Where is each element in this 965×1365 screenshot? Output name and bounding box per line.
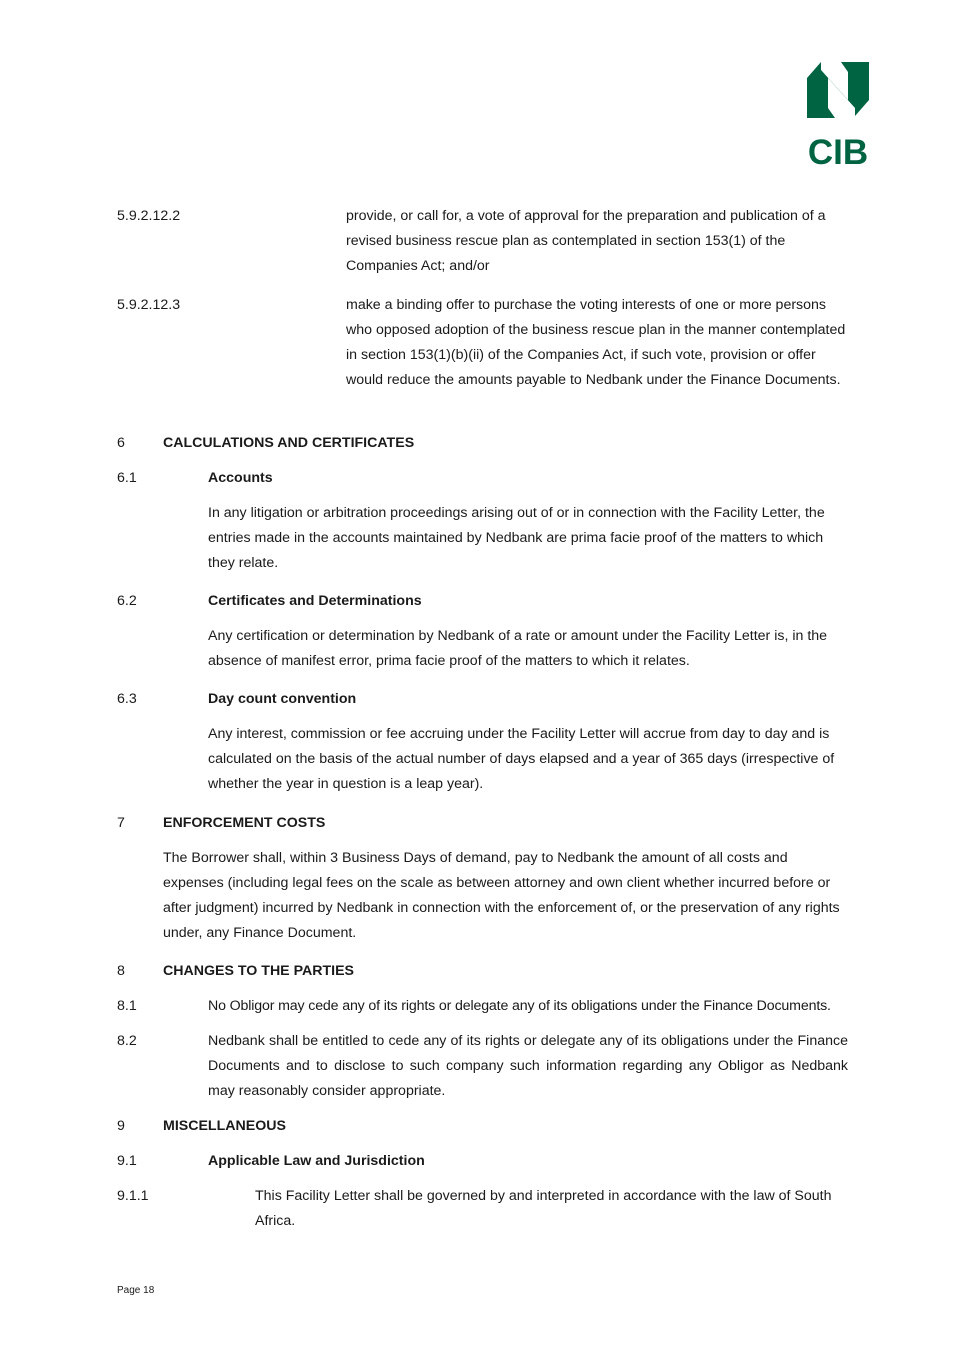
- clause-number: 6.2: [117, 593, 137, 609]
- logo-n-mark: [807, 62, 869, 118]
- clause-number: 9.1.1: [117, 1188, 149, 1204]
- section-heading: MISCELLANEOUS: [163, 1118, 286, 1134]
- clause-number: 8.1: [117, 998, 137, 1014]
- section-heading: CHANGES TO THE PARTIES: [163, 963, 355, 979]
- clause-number: 6.3: [117, 691, 137, 707]
- section-number: 8: [117, 963, 125, 979]
- clause-number: 9.1: [117, 1153, 137, 1169]
- clause-text: make a binding offer to purchase the voting interests of one or more persons who opposed adoption of the business rescue plan in the manner contemplated in section 153(1)(b)(ii) of the Companies Act, if such vote, provision or offer would reduce the amounts payable to Nedbank under the Finance Documents.: [346, 297, 846, 388]
- section-heading: ENFORCEMENT COSTS: [163, 815, 326, 831]
- section-text: The Borrower shall, within 3 Business Days of demand, pay to Nedbank the amount of all costs and expenses (including legal fees on the scale as between attorney and own client whether incurred before or after judgment) incurred by Nedbank in connection with the enforcement of, or the preservation of any rights under, any Finance Document.: [163, 850, 840, 941]
- section-heading: CALCULATIONS AND CERTIFICATES: [163, 435, 415, 451]
- clause-number: 8.2: [117, 1033, 137, 1049]
- nedbank-cib-logo: [803, 58, 873, 168]
- clause-text: Any interest, commission or fee accruing under the Facility Letter will accrue from day to day and is calculated on the basis of the actual number of days elapsed and a year of 365 days (irrespective of whether the year in question is a leap year).: [208, 726, 835, 792]
- section-number: 7: [117, 815, 125, 831]
- clause-heading: Certificates and Determinations: [208, 593, 422, 609]
- section-number: 9: [117, 1118, 125, 1134]
- clause-number: 6.1: [117, 470, 137, 486]
- clause-text: In any litigation or arbitration proceedings arising out of or in connection with the Facility Letter, the entries made in the accounts maintained by Nedbank are prima facie proof of the matters to which they relate.: [208, 505, 825, 571]
- clause-text: Nedbank shall be entitled to cede any of its rights or delegate any of its obligations under the Finance Documents and to disclose to such company such information regarding any Obligor as Nedbank may reasonably consider appropriate.: [208, 1033, 848, 1099]
- clause-heading: Accounts: [208, 470, 273, 486]
- section-number: 6: [117, 435, 125, 451]
- clause-text: This Facility Letter shall be governed by and interpreted in accordance with the law of South Africa.: [255, 1188, 832, 1229]
- clause-number: 5.9.2.12.3: [117, 297, 181, 313]
- clause-heading: Applicable Law and Jurisdiction: [208, 1153, 425, 1169]
- clause-text: No Obligor may cede any of its rights or delegate any of its obligations under the Finance Documents.: [208, 998, 831, 1014]
- logo-text: CIB: [807, 133, 869, 168]
- clause-heading: Day count convention: [208, 691, 357, 707]
- clause-number: 5.9.2.12.2: [117, 208, 181, 224]
- clause-text: provide, or call for, a vote of approval for the preparation and publication of a revised business rescue plan as contemplated in section 153(1) of the Companies Act; and/or: [346, 208, 826, 274]
- clause-text: Any certification or determination by Nedbank of a rate or amount under the Facility Letter is, in the absence of manifest error, prima facie proof of the matters to which it relates.: [208, 628, 828, 669]
- page-number: Page 18: [117, 1285, 155, 1296]
